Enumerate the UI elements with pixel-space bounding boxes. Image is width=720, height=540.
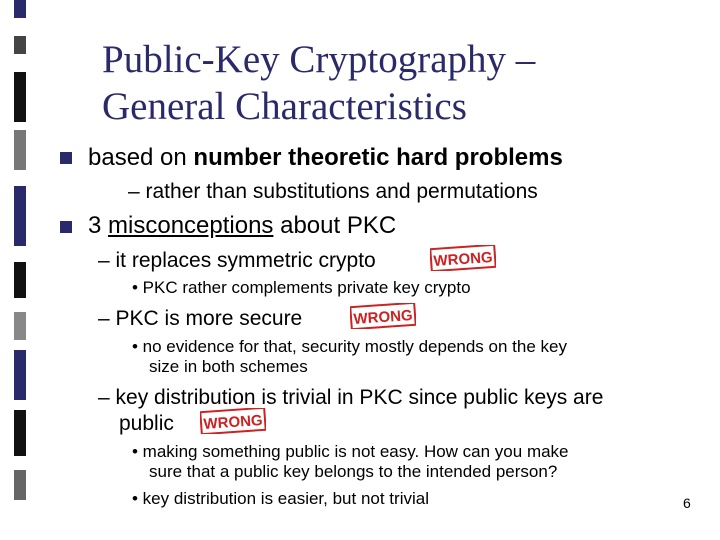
misconception-1: – it replaces symmetric crypto — [98, 249, 376, 272]
title-line-2: General Characteristics — [102, 85, 467, 128]
wrong-stamp — [430, 245, 496, 271]
misconception-3-line-2: public — [119, 412, 174, 435]
bullet-1-prefix: based on — [88, 144, 194, 171]
misconception-2-note-line-1: • no evidence for that, security mostly depends on the key — [132, 337, 567, 356]
bullet-1-bold: number theoretic hard problems — [193, 144, 563, 171]
strip-block — [14, 186, 26, 246]
strip-block — [14, 130, 26, 170]
misconception-3-note-2: • key distribution is easier, but not trivial — [132, 489, 429, 508]
wrong-stamp-text: WRONG — [432, 248, 494, 271]
misconception-1-note: • PKC rather complements private key crypto — [132, 278, 471, 297]
strip-block — [14, 312, 26, 340]
bullet-2-underlined: misconceptions — [108, 212, 274, 239]
strip-block — [14, 0, 26, 18]
decorative-strip — [0, 0, 30, 540]
bullet-1-sub: – rather than substitutions and permutations — [128, 180, 538, 203]
wrong-stamp-text: WRONG — [202, 411, 264, 434]
slide-title — [102, 36, 662, 130]
bullet-2-prefix: 3 — [88, 212, 109, 239]
bullet-1-text — [88, 144, 563, 172]
wrong-stamp-text: WRONG — [352, 306, 414, 329]
page-number: 6 — [683, 495, 691, 511]
strip-block — [14, 470, 26, 500]
wrong-stamp — [350, 303, 416, 329]
strip-block — [14, 36, 26, 54]
title-line-1: Public-Key Cryptography – — [102, 38, 536, 81]
strip-block — [14, 410, 26, 456]
strip-block — [14, 72, 26, 122]
misconception-3-note-1-line-1: • making something public is not easy. How can you make — [132, 442, 569, 461]
strip-block — [14, 350, 26, 400]
bullet-2-suffix: about PKC — [273, 212, 397, 239]
misconception-3-line-1: – key distribution is trivial in PKC since public keys are — [98, 386, 604, 409]
bullet-marker — [60, 152, 72, 164]
bullet-marker — [60, 221, 72, 233]
bullet-2-text — [88, 212, 396, 240]
misconception-3-note-1-line-2: sure that a public key belongs to the intended person? — [149, 462, 558, 481]
misconception-2: – PKC is more secure — [98, 307, 303, 330]
strip-block — [14, 262, 26, 298]
wrong-stamp — [200, 408, 266, 434]
misconception-2-note-line-2: size in both schemes — [149, 357, 308, 376]
